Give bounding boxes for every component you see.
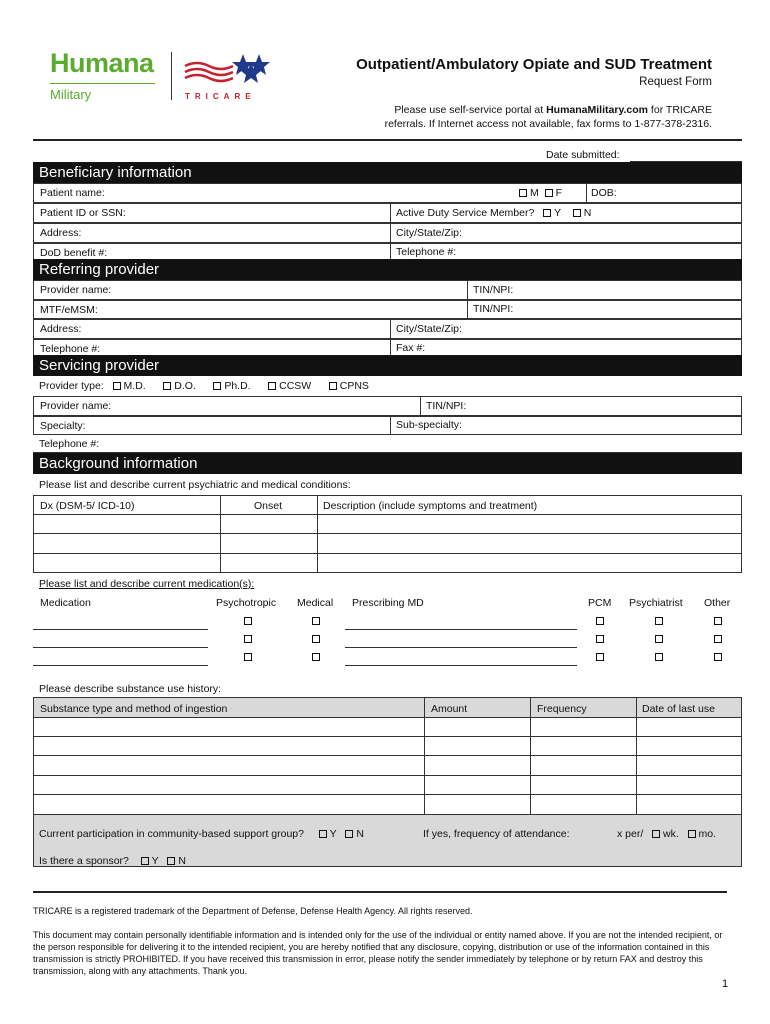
prescribing-input-3[interactable] <box>345 665 577 666</box>
beneficiary-heading: Beneficiary information <box>33 162 742 183</box>
psychiatrist-checkbox-3[interactable] <box>655 653 663 661</box>
sub-col-last-use: Date of last use <box>642 703 715 715</box>
psychotropic-checkbox-1[interactable] <box>244 617 252 625</box>
servicing-telephone-label: Telephone #: <box>39 438 100 450</box>
referring-address-field[interactable]: Address: <box>33 319 742 339</box>
med-col-other: Other <box>704 597 731 609</box>
substance-row-3[interactable] <box>34 756 423 774</box>
header-rule <box>33 139 742 141</box>
condition-row-2[interactable] <box>34 534 219 552</box>
other-checkbox-2[interactable] <box>714 635 722 643</box>
background-heading: Background information <box>33 453 742 474</box>
other-checkbox-1[interactable] <box>714 617 722 625</box>
trademark-notice: TRICARE is a registered trademark of the Department of Defense, Defense Health Agency. All rights reserved. <box>33 906 473 916</box>
pcm-checkbox-3[interactable] <box>596 653 604 661</box>
beneficiary-city-label: City/State/Zip: <box>396 227 462 239</box>
substance-row-5[interactable] <box>34 795 423 813</box>
referring-tin-1-label: TIN/NPI: <box>473 284 514 296</box>
sponsor-row: Is there a sponsor? Y N <box>39 855 186 867</box>
substance-row-2[interactable] <box>34 737 423 755</box>
pcm-checkbox-1[interactable] <box>596 617 604 625</box>
med-col-psychiatrist: Psychiatrist <box>629 597 683 609</box>
med-col-pcm: PCM <box>588 597 612 609</box>
referring-city-label: City/State/Zip: <box>396 323 462 335</box>
condition-row-3[interactable] <box>34 554 219 572</box>
substance-row-4[interactable] <box>34 776 423 794</box>
active-duty-yes-checkbox[interactable] <box>543 209 551 217</box>
servicing-heading: Servicing provider <box>33 355 742 376</box>
referring-telephone-field[interactable]: Telephone #: <box>33 339 742 358</box>
beneficiary-address-field[interactable]: Address: <box>33 223 742 243</box>
patient-id-field[interactable]: Patient ID or SSN: <box>33 203 742 223</box>
military-logo-text: Military <box>50 87 92 102</box>
form-subtitle: Request Form <box>639 76 712 88</box>
subspecialty-label: Sub-specialty: <box>396 419 462 431</box>
medication-input-2[interactable] <box>33 647 208 648</box>
sponsor-no-checkbox[interactable] <box>167 857 175 865</box>
type-do-checkbox[interactable] <box>163 382 171 390</box>
medications-prompt: Please list and describe current medication(s): <box>39 578 255 590</box>
type-cpns-checkbox[interactable] <box>329 382 337 390</box>
psychiatrist-checkbox-2[interactable] <box>655 635 663 643</box>
attendance-frequency: x per/ wk. mo. <box>617 828 717 840</box>
gender-options: M F <box>519 186 562 200</box>
female-checkbox[interactable] <box>545 189 553 197</box>
tricare-flag-icon <box>183 52 278 86</box>
med-col-medication: Medication <box>40 597 91 609</box>
medical-checkbox-1[interactable] <box>312 617 320 625</box>
servicing-provider-name-field[interactable]: Provider name: <box>33 396 742 416</box>
beneficiary-telephone-label: Telephone #: <box>396 246 457 258</box>
dob-label: DOB: <box>591 187 617 199</box>
pcm-checkbox-2[interactable] <box>596 635 604 643</box>
med-col-prescribing: Prescribing MD <box>352 597 424 609</box>
psychiatrist-checkbox-1[interactable] <box>655 617 663 625</box>
patient-name-field[interactable]: Patient name: <box>33 183 742 203</box>
type-ccsw-checkbox[interactable] <box>268 382 276 390</box>
prescribing-input-2[interactable] <box>345 647 577 648</box>
sub-col-type: Substance type and method of ingestion <box>40 703 228 715</box>
medication-input-1[interactable] <box>33 629 208 630</box>
logo-separator <box>171 52 172 100</box>
logo-divider <box>50 83 155 84</box>
attendance-label: If yes, frequency of attendance: <box>423 828 570 840</box>
instructions-line-2: referrals. If Internet access not available, fax forms to 1-877-378-2316. <box>384 118 712 130</box>
referring-provider-name-field[interactable]: Provider name: <box>33 280 742 300</box>
prescribing-input-1[interactable] <box>345 629 577 630</box>
psychotropic-checkbox-2[interactable] <box>244 635 252 643</box>
substance-row-1[interactable] <box>34 718 423 736</box>
substance-prompt: Please describe substance use history: <box>39 683 222 695</box>
mtf-emsm-field[interactable]: MTF/eMSM: <box>33 300 742 319</box>
col-description-header: Description (include symptoms and treatment) <box>323 500 538 512</box>
specialty-field[interactable]: Specialty: <box>33 416 742 435</box>
sub-col-frequency: Frequency <box>537 703 587 715</box>
male-checkbox[interactable] <box>519 189 527 197</box>
psychotropic-checkbox-3[interactable] <box>244 653 252 661</box>
med-col-medical: Medical <box>297 597 334 609</box>
other-checkbox-3[interactable] <box>714 653 722 661</box>
servicing-tin-label: TIN/NPI: <box>426 400 467 412</box>
dod-benefit-field[interactable]: DoD benefit #: <box>33 243 742 262</box>
med-col-psychotropic: Psychotropic <box>216 597 277 609</box>
instructions-line-1: Please use self-service portal at HumanaMilitary.com for TRICARE <box>394 104 712 116</box>
referring-fax-label: Fax #: <box>396 342 426 354</box>
type-md-checkbox[interactable] <box>113 382 121 390</box>
conditions-prompt: Please list and describe current psychiatric and medical conditions: <box>39 479 351 491</box>
type-phd-checkbox[interactable] <box>213 382 221 390</box>
per-week-checkbox[interactable] <box>652 830 660 838</box>
support-yes-checkbox[interactable] <box>319 830 327 838</box>
provider-type-row: Provider type: M.D. D.O. Ph.D. CCSW CPNS <box>39 380 369 392</box>
sponsor-yes-checkbox[interactable] <box>141 857 149 865</box>
active-duty-question: Active Duty Service Member? Y N <box>396 207 592 219</box>
tricare-logo-text: TRICARE <box>185 92 256 101</box>
support-no-checkbox[interactable] <box>345 830 353 838</box>
sub-col-amount: Amount <box>431 703 468 715</box>
form-title: Outpatient/Ambulatory Opiate and SUD Treatment <box>356 56 712 73</box>
support-group-row: Current participation in community-based support group? Y N <box>39 828 364 840</box>
confidentiality-notice: This document may contain personally identifiable information and is intended only for the use of the individual or entity named above. If you are not the intended recipient, or the person responsible for delivering it to the intended recipient, you are hereby notified that any disclosure, copying, distribution or use of the information contained in this transmission is strictly PROHIBITED. If you have received this transmission in error, please notify the sender immediately by telephone or by return FAX and destroy this transmission, along with any attachments. Thank you. <box>33 930 723 976</box>
medical-checkbox-3[interactable] <box>312 653 320 661</box>
humana-logo-text: Humana <box>50 48 154 78</box>
referring-tin-2-label: TIN/NPI: <box>473 303 514 315</box>
footer-rule <box>33 891 727 893</box>
date-submitted-label: Date submitted: <box>546 149 620 161</box>
col-dx-header: Dx (DSM-5/ ICD-10) <box>40 500 135 512</box>
condition-row-1[interactable] <box>34 515 219 533</box>
medication-input-3[interactable] <box>33 665 208 666</box>
page-number: 1 <box>722 978 729 990</box>
col-onset-header: Onset <box>254 500 283 512</box>
portal-link[interactable]: HumanaMilitary.com <box>546 104 649 116</box>
referring-heading: Referring provider <box>33 259 742 280</box>
active-duty-no-checkbox[interactable] <box>573 209 581 217</box>
medical-checkbox-2[interactable] <box>312 635 320 643</box>
per-month-checkbox[interactable] <box>688 830 696 838</box>
